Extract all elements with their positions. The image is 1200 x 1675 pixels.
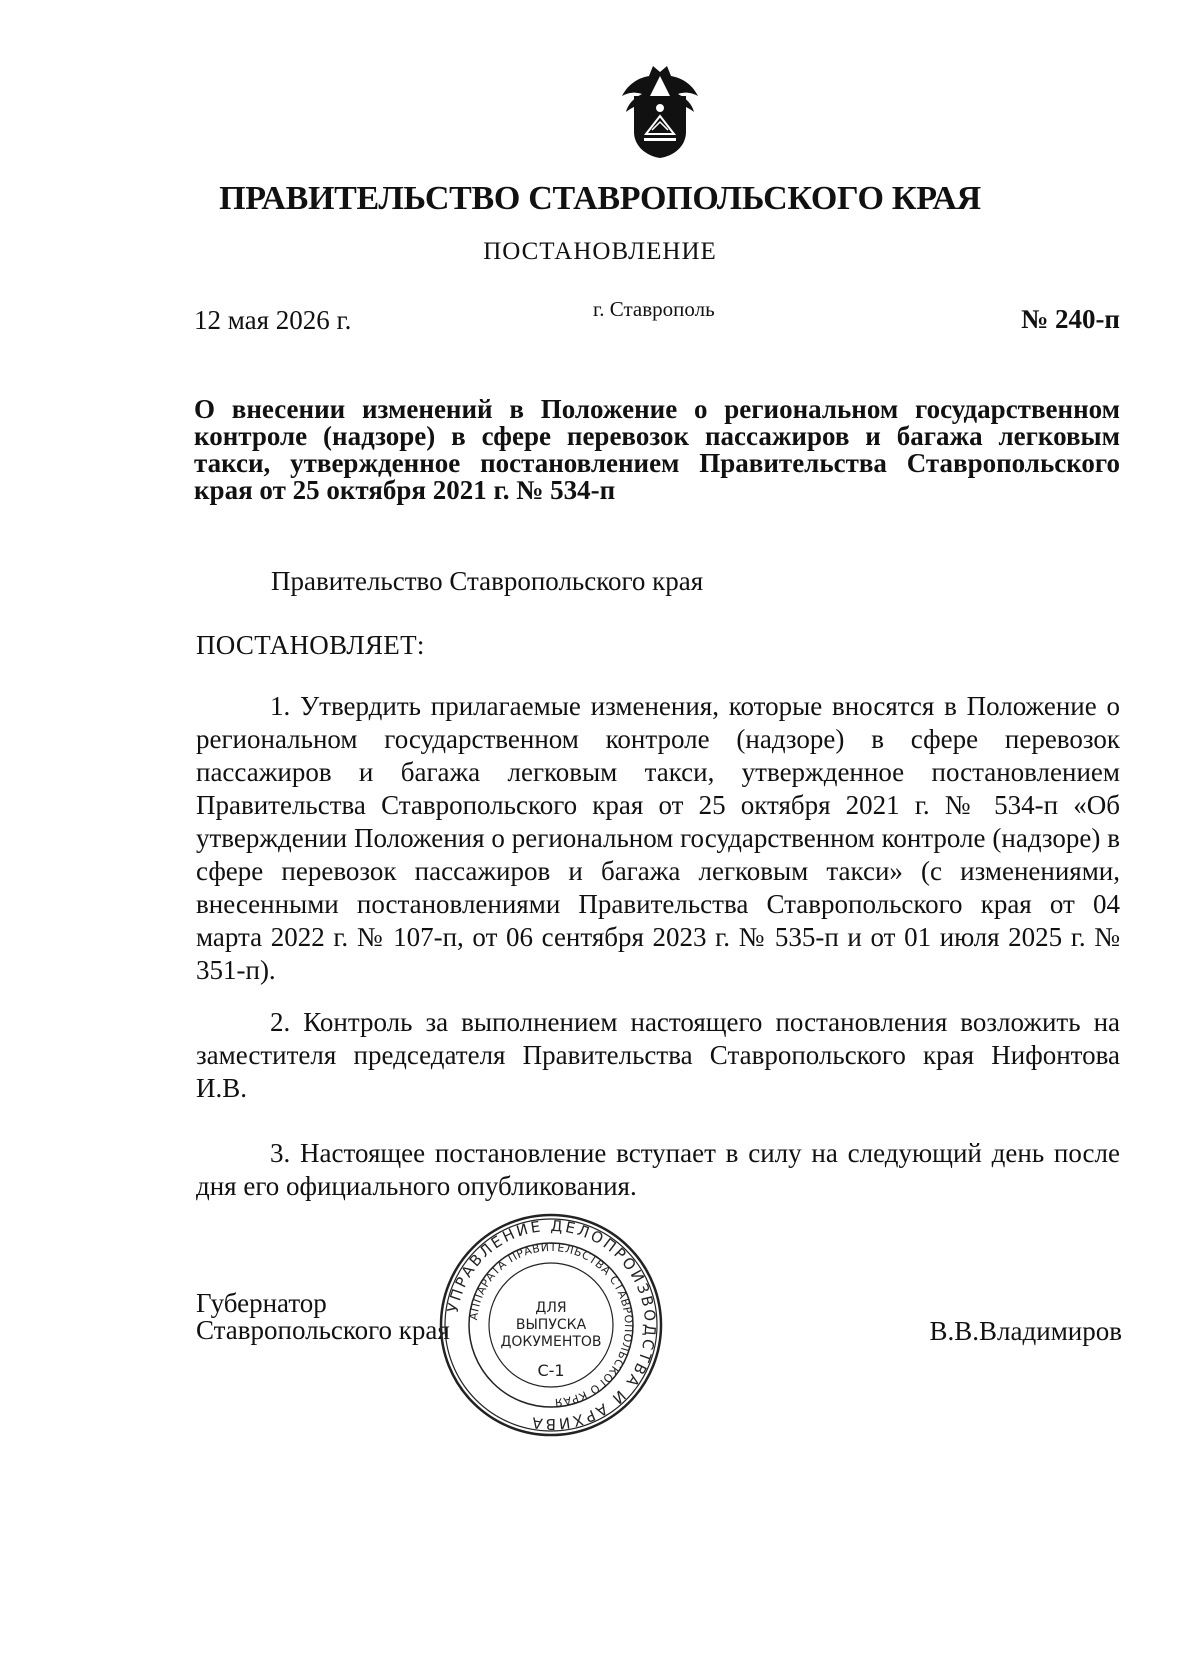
stamp-outer-text: УПРАВЛЕНИЕ ДЕЛОПРОИЗВОДСТВА И АРХИВА bbox=[443, 1216, 660, 1434]
signatory-title-line-2: Ставропольского края bbox=[196, 1315, 450, 1345]
document-type: ПОСТАНОВЛЕНИЕ bbox=[483, 238, 717, 265]
paragraph-3: 3. Настоящее постановление вступает в силу на следующий день после дня его официального опубликования. bbox=[196, 1138, 1120, 1201]
stamp-center-line-2: ВЫПУСКА bbox=[515, 1317, 587, 1333]
stamp-inner-text: АППАРАТА ПРАВИТЕЛЬСТВА СТАВРОПОЛЬСКОГО КРАЯ bbox=[467, 1240, 636, 1410]
paragraph-1: 1. Утвердить прилагаемые изменения, которые вносятся в Положение о региональном государственном контроле (надзоре) в сфере перевозок пассажиров и багажа легковым такси, утвержденное постановлением Правительства Ставропольского края от 25 октября 2021 г. № 534-п «Об утверждении Положения о региональном государственном контроле (надзоре) в сфере перевозок пассажиров и багажа легковым такси» (с изменениями, внесенными постановлениями Правительства Ставропольского края от 04 марта 2022 г. № 107-п, от 06 сентября 2023 г. № 535-п и от 01 июля 2025 г. № 351-п). bbox=[196, 691, 1120, 985]
government-title: ПРАВИТЕЛЬСТВО СТАВРОПОЛЬСКОГО КРАЯ bbox=[219, 180, 981, 217]
coat-of-arms-icon bbox=[616, 62, 704, 160]
resolves-heading: ПОСТАНОВЛЯЕТ: bbox=[196, 630, 425, 660]
document-date: 12 мая 2026 г. bbox=[194, 305, 352, 335]
paragraph-2: 2. Контроль за выполнением настоящего постановления возложить на заместителя председателя Правительства Ставропольского края Нифонтова И.В. bbox=[196, 1007, 1120, 1103]
document-number: № 240-п bbox=[1021, 304, 1120, 334]
signatory-title bbox=[196, 1290, 450, 1344]
issuer-line: Правительство Ставропольского края bbox=[271, 566, 704, 596]
document-subject: О внесении изменений в Положение о региональном государственном контроле (надзоре) в сфере перевозок пассажиров и багажа легковым такси, утвержденное постановлением Правительства Ставропольского края от 25 октября 2021 г. № 534-п bbox=[194, 394, 1120, 505]
stamp-center-line-1: ДЛЯ bbox=[535, 1300, 567, 1316]
document-city: г. Ставрополь bbox=[593, 297, 715, 321]
stamp-center-line-3: ДОКУМЕНТОВ bbox=[500, 1334, 602, 1350]
signatory-name: В.В.Владимиров bbox=[929, 1316, 1122, 1346]
official-stamp bbox=[438, 1212, 664, 1438]
stamp-code: С-1 bbox=[537, 1361, 565, 1380]
signatory-title-line-1: Губернатор bbox=[196, 1288, 327, 1318]
